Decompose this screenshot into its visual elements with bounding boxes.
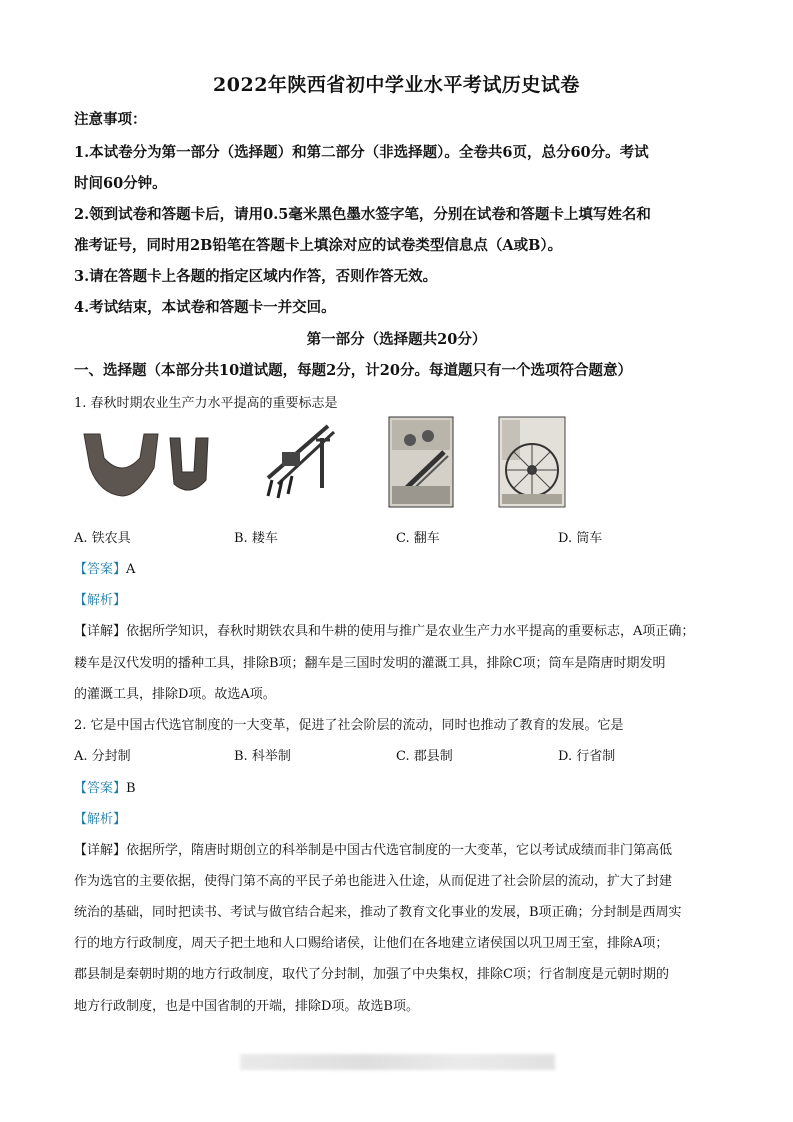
notice-heading: 注意事项：: [74, 111, 147, 128]
detail-line: 地方行政制度，也是中国省制的开端，排除D项。故选B项。: [74, 999, 419, 1014]
notice-item: 3.请在答题卡上各题的指定区域内作答，否则作答无效。: [74, 268, 438, 285]
question-2-stem: 2. 它是中国古代选官制度的一大变革，促进了社会阶层的流动，同时也推动了教育的发展。它是: [74, 718, 624, 733]
part-heading: 第一部分（选择题共20分）: [306, 331, 487, 348]
notice-item: 1.本试卷分为第一部分（选择题）和第二部分（非选择题）。全卷共6页，总分60分。考试: [74, 144, 649, 161]
water-wheel-image: [498, 416, 566, 508]
option-b[interactable]: B. 耧车: [234, 531, 278, 546]
answer-value: A: [126, 562, 136, 577]
blurred-watermark: [240, 1054, 555, 1070]
section-heading: 一、选择题（本部分共10道试题，每题2分，计20分。每道题只有一个选项符合题意）: [74, 362, 632, 379]
option-a[interactable]: A. 分封制: [74, 749, 131, 764]
option-d[interactable]: D. 筒车: [558, 531, 603, 546]
answer-value: B: [126, 781, 136, 796]
question-1-stem: 1. 春秋时期农业生产力水平提高的重要标志是: [74, 396, 338, 411]
answer-line: [74, 558, 135, 577]
detail-line: 统治的基础，同时把读书、考试与做官结合起来，推动了教育文化事业的发展，B项正确；分封制是西周实: [74, 905, 682, 920]
iron-tools-image: [78, 428, 218, 500]
detail-line: 郡县制是秦朝时期的地方行政制度，取代了分封制，加强了中央集权，排除C项；行省制度是元朝时期的: [74, 967, 669, 982]
page-title: 2022年陕西省初中学业水平考试历史试卷: [213, 74, 580, 96]
notice-item: 4.考试结束，本试卷和答题卡一并交回。: [74, 299, 336, 316]
detail-line: 【详解】依据所学，隋唐时期创立的科举制是中国古代选官制度的一大变革，它以考试成绩而非门第高低: [74, 843, 673, 858]
option-c[interactable]: C. 郡县制: [396, 749, 453, 764]
notice-item: 准考证号，同时用2B铅笔在答题卡上填涂对应的试卷类型信息点（A或B）。: [74, 237, 563, 254]
answer-tag: 【答案】: [74, 562, 127, 577]
detail-line: 行的地方行政制度，周天子把土地和人口赐给诸侯，让他们在各地建立诸侯国以巩卫周王室，排除A项；: [74, 936, 669, 951]
detail-line: 作为选官的主要依据，使得门第不高的平民子弟也能进入仕途，从而促进了社会阶层的流动，扩大了封建: [74, 874, 673, 889]
detail-line: 【详解】依据所学知识，春秋时期铁农具和牛耕的使用与推广是农业生产力水平提高的重要标志，A项正确；: [74, 624, 695, 639]
notice-item: 时间60分钟。: [74, 175, 167, 192]
option-c[interactable]: C. 翻车: [396, 531, 440, 546]
seed-drill-image: [258, 418, 340, 504]
analysis-tag: 【解析】: [74, 593, 127, 608]
answer-line: [74, 777, 136, 796]
option-a[interactable]: A. 铁农具: [74, 531, 131, 546]
detail-line: 耧车是汉代发明的播种工具，排除B项；翻车是三国时发明的灌溉工具，排除C项；筒车是隋唐时期发明: [74, 656, 666, 671]
option-d[interactable]: D. 行省制: [558, 749, 616, 764]
square-pallet-chain-pump-image: [388, 416, 454, 508]
answer-tag: 【答案】: [74, 781, 127, 796]
detail-line: 的灌溉工具，排除D项。故选A项。: [74, 687, 276, 702]
option-b[interactable]: B. 科举制: [234, 749, 291, 764]
analysis-tag: 【解析】: [74, 812, 127, 827]
notice-item: 2.领到试卷和答题卡后，请用0.5毫米黑色墨水签字笔，分别在试卷和答题卡上填写姓名和: [74, 206, 651, 223]
